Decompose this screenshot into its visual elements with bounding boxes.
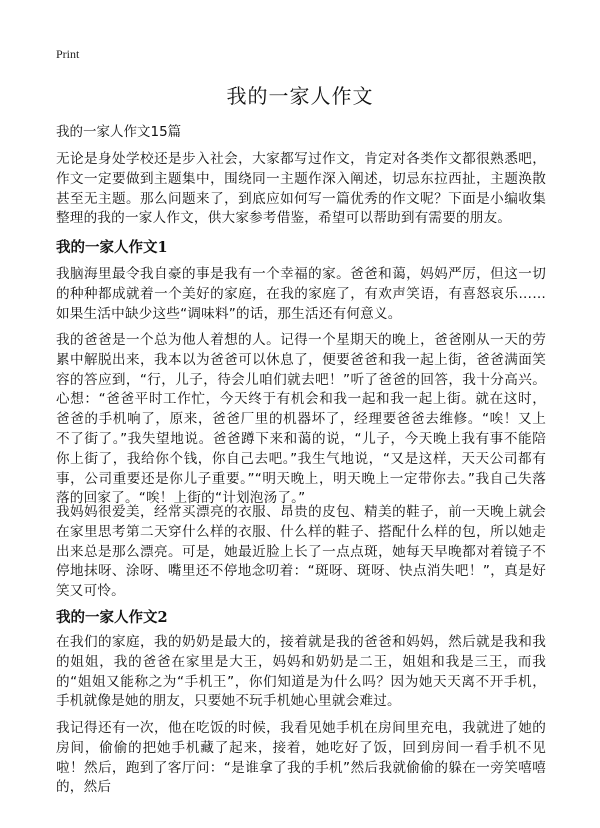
section-1-paragraph-3: 我妈妈很爱美，经常买漂亮的衣服、昂贵的皮包、精美的鞋子，前一天晚上就会在家里思考第二天穿什么样的衣服、什么样的鞋子、搭配什么样的包，所以她走出来总是那么漂亮。可是，她最近脸上长了一点点斑，她每天早晚都对着镜子不停地抹呀、涂呀、嘴里还不停地念叨着：“斑呀、斑呀、快点消失吧！”，真是好笑又可怜。 — [56, 504, 546, 600]
section-heading-1: 我的一家人作文1 — [56, 239, 168, 256]
section-1-paragraph-1: 我脑海里最令我自豪的事是我有一个幸福的家。爸爸和蔼，妈妈严厉，但这一切的种种都成就着一个美好的家庭，在我的家庭了，有欢声笑语，有喜怒哀乐……如果生活中缺少这些“调味料”的话，那生活还有何意义。 — [56, 266, 546, 322]
section-2-paragraph-1: 在我们的家庭，我的奶奶是最大的，接着就是我的爸爸和妈妈，然后就是我和我的姐姐，我的爸爸在家里是大王，妈妈和奶奶是二王，姐姐和我是三王，而我的“姐姐又能称之为“手机王”，你们知道是为什么吗？因为她天天离不开手机，手机就像是她的朋友，只要她不玩手机她心里就会难过。 — [56, 634, 546, 710]
section-heading-2: 我的一家人作文2 — [56, 609, 168, 626]
page-title: 我的一家人作文 — [226, 84, 374, 108]
print-link[interactable]: Print — [56, 47, 80, 61]
document-subtitle: 我的一家人作文15篇 — [56, 124, 182, 140]
section-1-paragraph-2: 我的爸爸是一个总为他人着想的人。记得一个星期天的晚上，爸爸刚从一天的劳累中解脱出来，我本以为爸爸可以休息了，便要爸爸和我一起上街，爸爸满面笑容的答应到，“行，儿子，待会儿咱们就去吧！”听了爸爸的回答，我十分高兴。心想：“爸爸平时工作忙，今天终于有机会和我一起和我一起上街。就在这时，爸爸的手机响了，原来，爸爸厂里的机器坏了，经理要爸爸去维修。“唉！又上不了街了。”我失望地说。爸爸蹲下来和蔼的说，“儿子，今天晚上我有事不能陪你上街了，我给你个钱，你自己去吧。”我生气地说，“又是这样，天天公司都有事，公司重要还是你儿子重要。”“明天晚上，明天晚上一定带你去。”我自己失落落的回家了。“唉！上街的“计划泡汤了。” — [56, 332, 546, 507]
section-2-paragraph-2: 我记得还有一次，他在吃饭的时候，我看见她手机在房间里充电，我就进了她的房间，偷偷的把她手机藏了起来，接着，她吃好了饭，回到房间一看手机不见啦！然后，跑到了客厅问：“是谁拿了我的手机”然后我就偷偷的躲在一旁笑嘻嘻的，然后 — [56, 720, 546, 796]
intro-paragraph: 无论是身处学校还是步入社会，大家都写过作文，肯定对各类作文都很熟悉吧，作文一定要做到主题集中，围绕同一主题作深入阐述，切忌东拉西扯，主题涣散甚至无主题。那么问题来了，到底应如何写一篇优秀的作文呢？下面是小编收集整理的我的一家人作文，供大家参考借鉴，希望可以帮助到有需要的朋友。 — [56, 151, 546, 227]
